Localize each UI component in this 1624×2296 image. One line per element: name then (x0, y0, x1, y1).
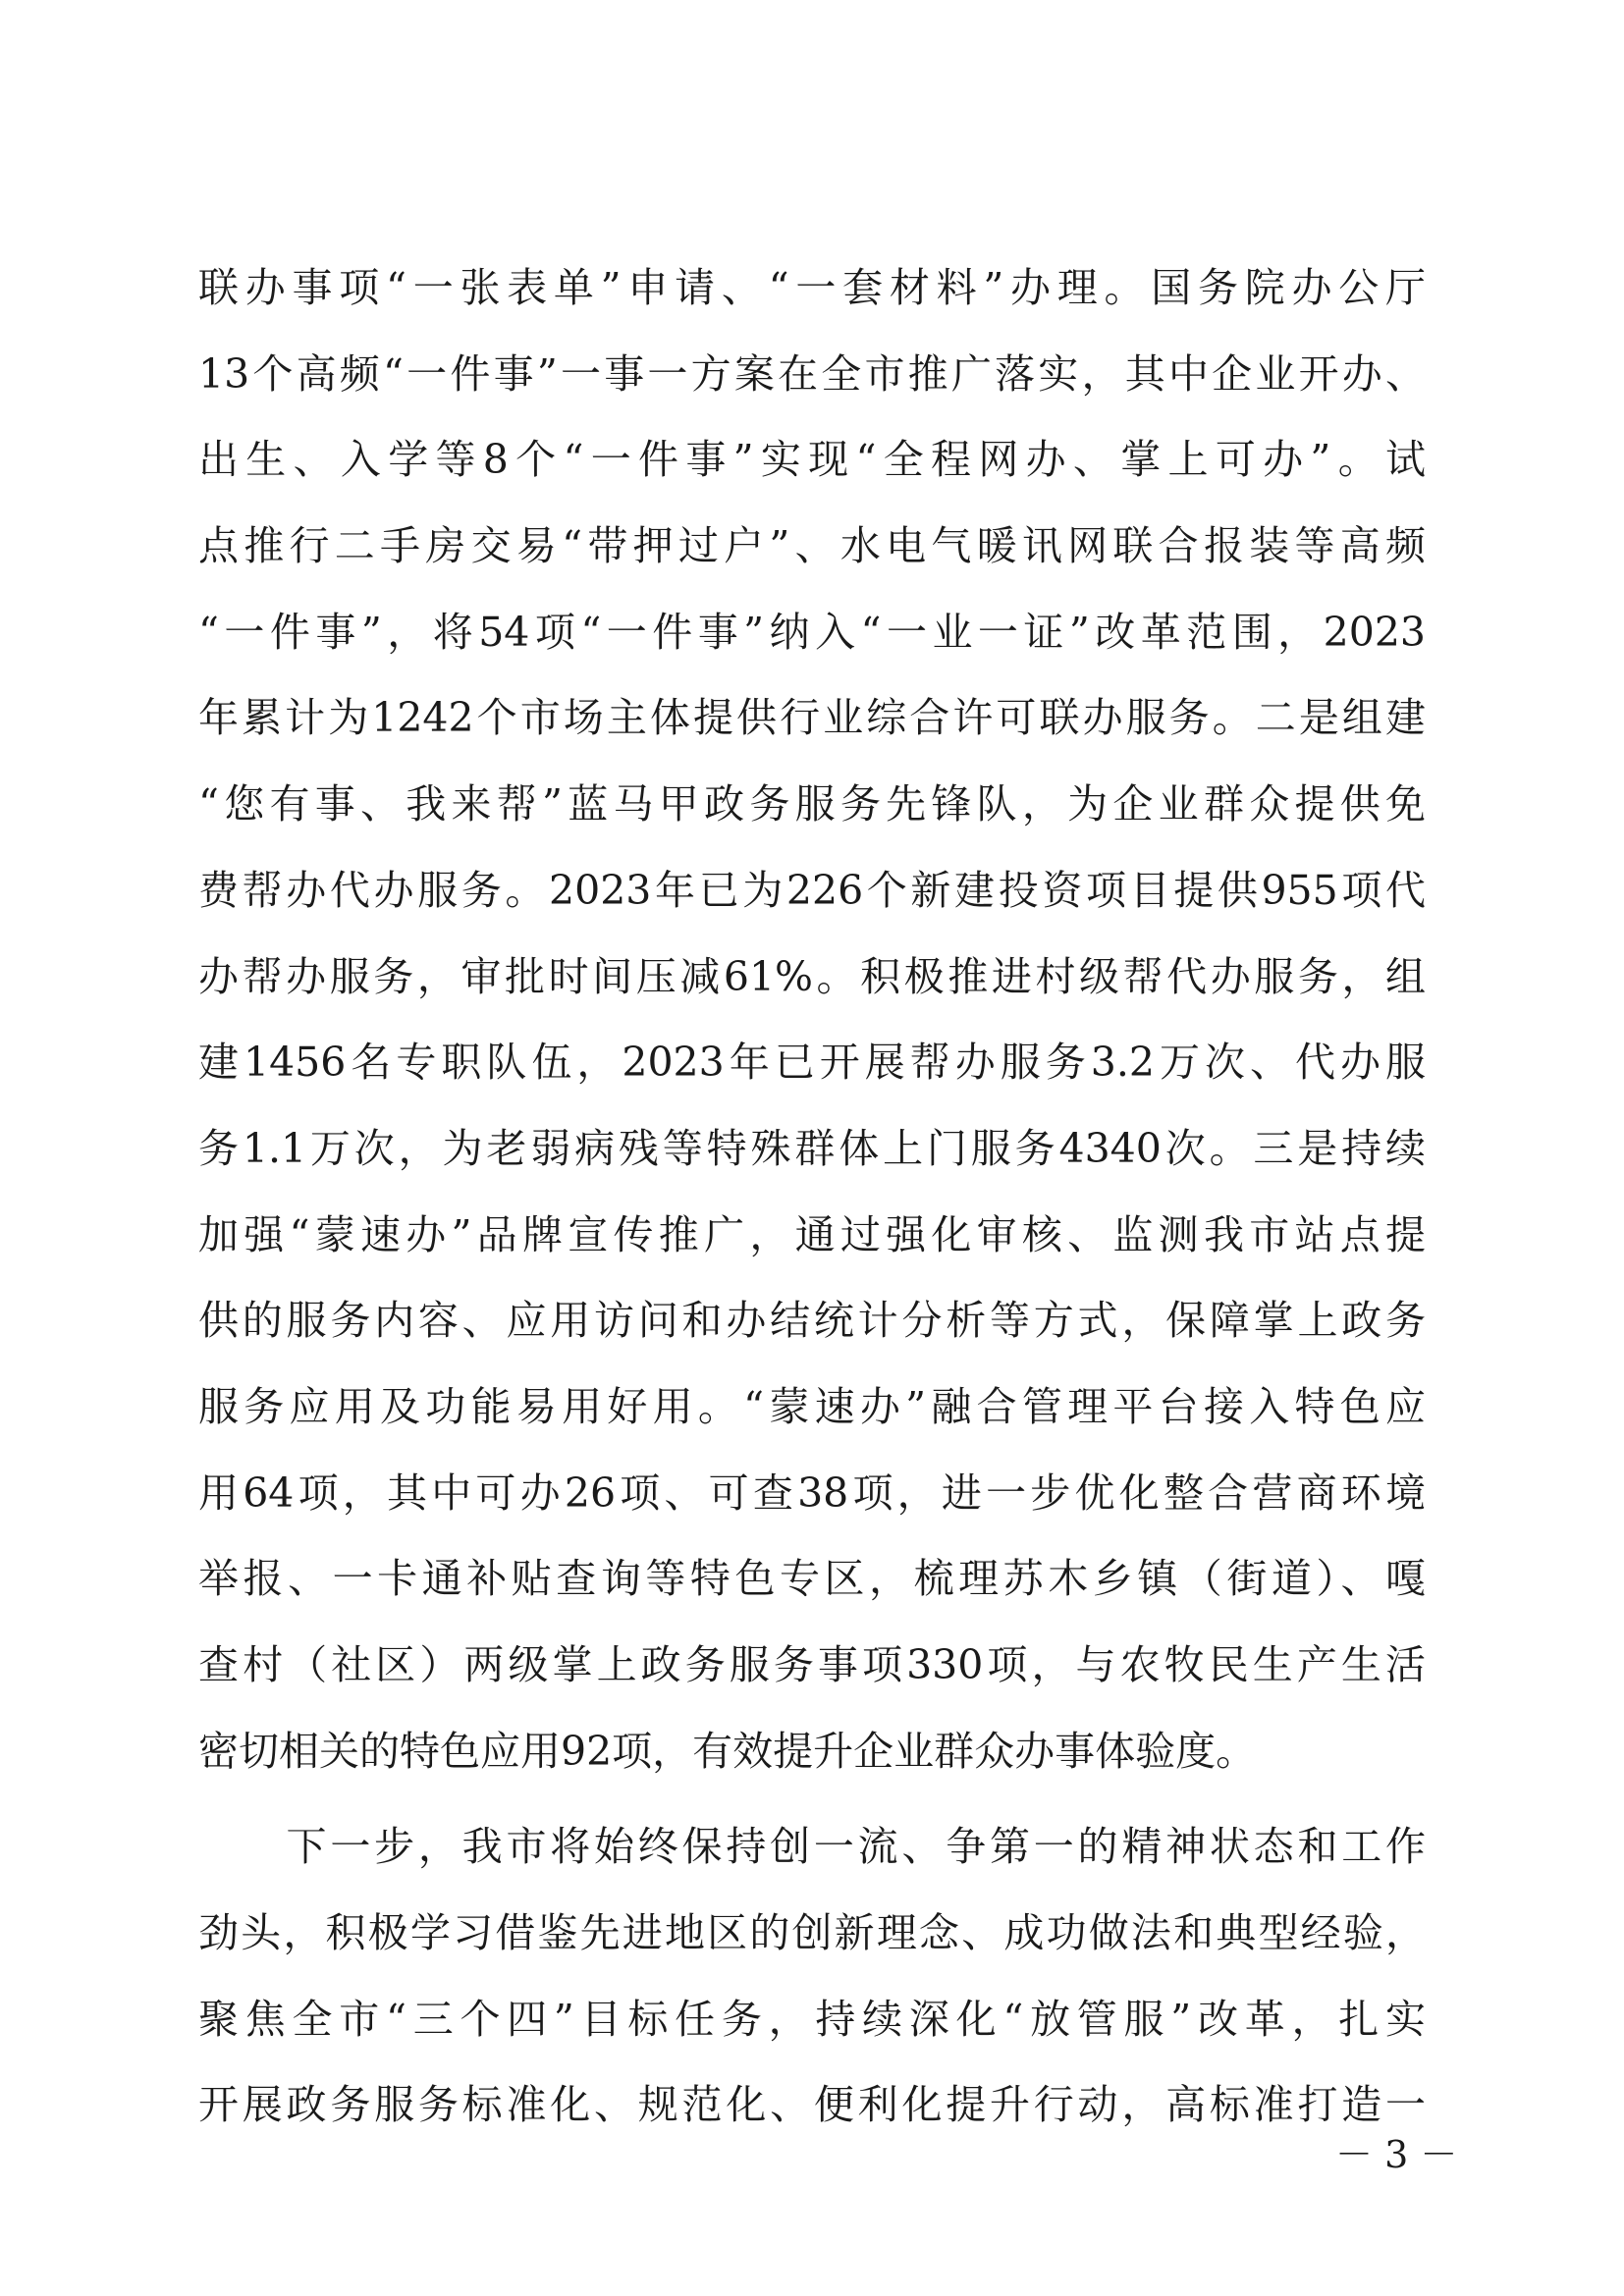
text-line: 13个高频“一件事”一事一方案在全市推广落实，其中企业开办、 (198, 349, 1426, 398)
text-line: 用64项，其中可办26项、可查38项，进一步优化整合营商环境 (198, 1468, 1426, 1517)
text-line: 下一步，我市将始终保持创一流、争第一的精神状态和工作 (198, 1823, 1426, 1871)
text-line: 联办事项“一张表单”申请、“一套材料”办理。国务院办公厅 (198, 264, 1426, 311)
text-line: 出生、入学等8个“一件事”实现“全程网办、掌上可办”。试 (198, 436, 1426, 484)
text-line: 加强“蒙速办”品牌宣传推广，通过强化审核、监测我市站点提 (198, 1210, 1426, 1258)
text-line: 开展政务服务标准化、规范化、便利化提升行动，高标准打造一 (198, 2081, 1426, 2129)
text-line: “一件事”，将54项“一件事”纳入“一业一证”改革范围，2023 (198, 608, 1426, 656)
text-line: 供的服务内容、应用访问和办结统计分析等方式，保障掌上政务 (198, 1297, 1426, 1345)
text-line: 年累计为1242个市场主体提供行业综合许可联办服务。二是组建 (198, 694, 1426, 742)
text-line: 密切相关的特色应用92项，有效提升企业群众办事体验度。 (198, 1727, 1257, 1775)
text-line: 费帮办代办服务。2023年已为226个新建投资项目提供955项代 (198, 866, 1426, 914)
text-line: 劲头，积极学习借鉴先进地区的创新理念、成功做法和典型经验， (198, 1909, 1426, 1957)
body-text (198, 245, 1426, 2149)
text-line: 举报、一卡通补贴查询等特色专区，梳理苏木乡镇（街道）、嘎 (198, 1555, 1426, 1603)
paragraph-1 (198, 245, 1426, 1794)
paragraph-spacer (198, 1794, 1426, 1804)
page-number: － 3 － (1335, 2133, 1458, 2176)
text-line: “您有事、我来帮”蓝马甲政务服务先锋队，为企业群众提供免 (198, 780, 1426, 828)
text-line: 办帮办服务，审批时间压减61%。积极推进村级帮代办服务，组 (198, 952, 1426, 1000)
text-line: 查村（社区）两级掌上政务服务事项330项，与农牧民生产生活 (198, 1641, 1426, 1688)
text-line: 聚焦全市“三个四”目标任务，持续深化“放管服”改革，扎实 (198, 1995, 1426, 2043)
text-line: 服务应用及功能易用好用。“蒙速办”融合管理平台接入特色应 (198, 1382, 1426, 1430)
text-line: 务1.1万次，为老弱病残等特殊群体上门服务4340次。三是持续 (198, 1124, 1426, 1172)
text-line: 建1456名专职队伍，2023年已开展帮办服务3.2万次、代办服 (198, 1039, 1426, 1087)
text-line: 点推行二手房交易“带押过户”、水电气暖讯网联合报装等高频 (198, 522, 1426, 570)
paragraph-2 (198, 1804, 1426, 2149)
